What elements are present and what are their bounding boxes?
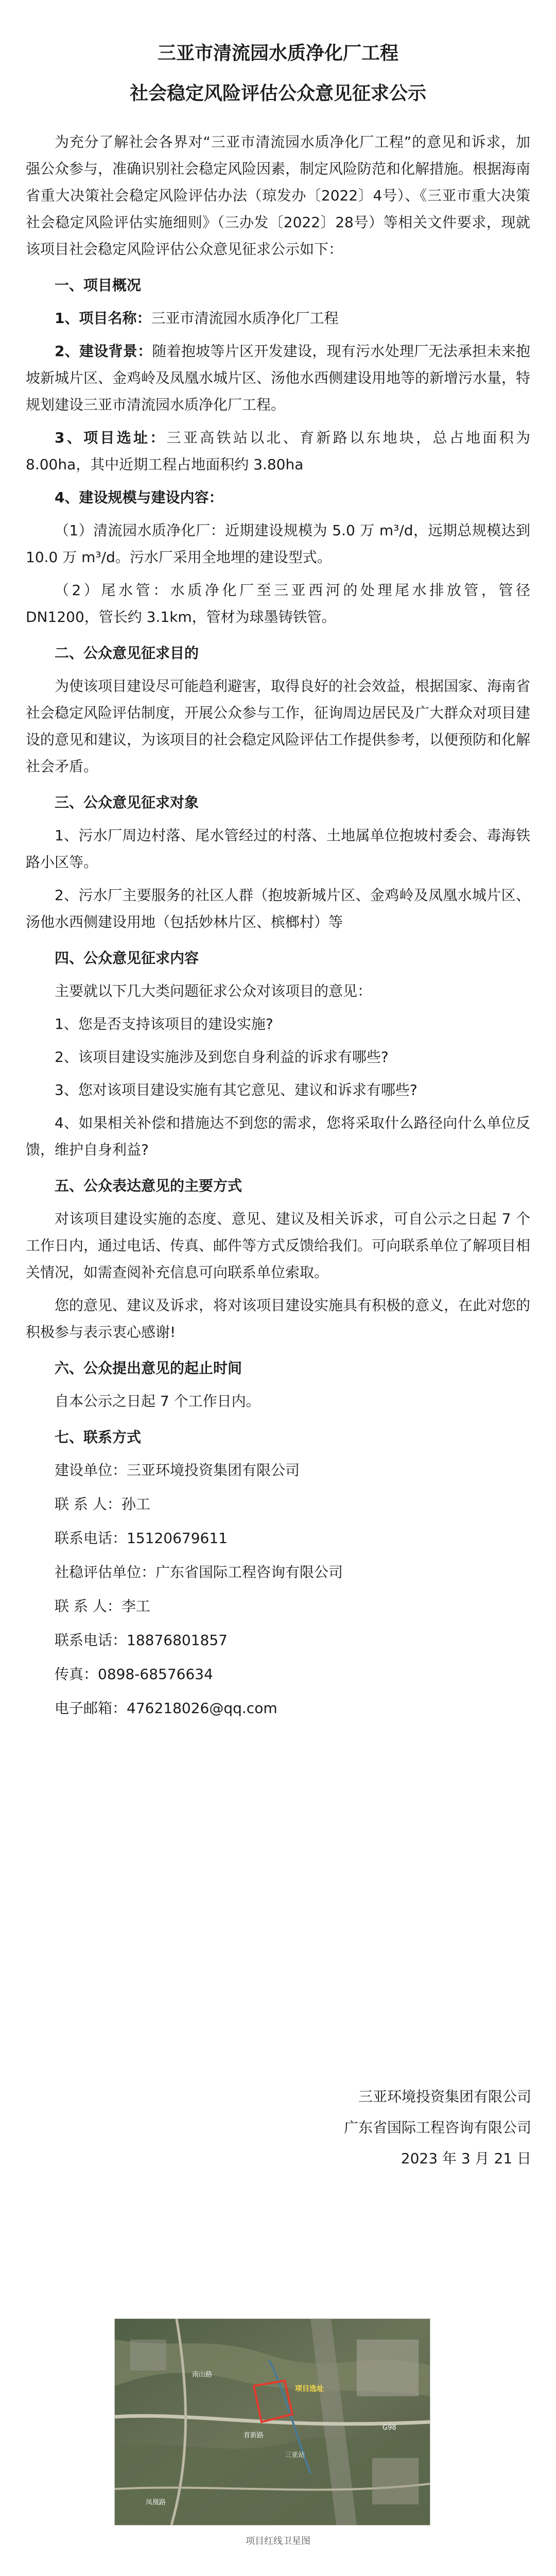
section-2-heading: 二、公众意见征求目的 xyxy=(55,645,199,662)
signature-org-2: 广东省国际工程咨询有限公司 xyxy=(343,2119,531,2136)
section-3-item-1: 1、污水厂周边村落、尾水管经过的村落、土地属单位抱坡村委会、毒海铁路小区等。 xyxy=(26,827,530,871)
question-2: 2、该项目建设实施涉及到您自身利益的诉求有哪些? xyxy=(55,1048,389,1065)
contact-email-value[interactable]: 476218026@qq.com xyxy=(127,1700,277,1717)
map-label-yuxin: 育新路 xyxy=(244,2432,264,2439)
contact-email xyxy=(26,1695,530,1722)
contact-evaluator xyxy=(26,1559,530,1586)
contact-builder-value: 三亚环境投资集团有限公司 xyxy=(127,1462,300,1479)
doc-title-line2: 社会稳定风险评估公众意见征求公示 xyxy=(129,83,426,104)
scale-item-plant: （1）清流园水质净化厂：近期建设规模为 5.0 万 m³/d，远期总规模达到 10.0 万 m³/d。污水厂采用全地埋的建设型式。 xyxy=(26,522,530,566)
scale-item-pipe: （2）尾水管：水质净化厂至三亚西河的处理尾水排放管，管径 DN1200，管长约 3.1km，管材为球墨铸铁管。 xyxy=(26,582,530,625)
signature-date: 2023 年 3 月 21 日 xyxy=(401,2150,531,2167)
map-label-fenghuang: 凤凰路 xyxy=(146,2499,166,2506)
question-3: 3、您对该项目建设实施有其它意见、建议和诉求有哪些? xyxy=(55,1081,418,1098)
figure-1-caption: 项目红线卫星图 xyxy=(246,2536,310,2547)
contact-evaluator-value: 广东省国际工程咨询有限公司 xyxy=(155,1564,343,1581)
section-3-item-2: 2、污水厂主要服务的社区人群（抱坡新城片区、金鸡岭及凤凰水城片区、汤他水西侧建设用地（包括妙林片区、槟榔村）等 xyxy=(26,887,530,930)
map-label-station: 三亚站 xyxy=(285,2451,305,2459)
section-4-lead: 主要就以下几大类问题征求公众对该项目的意见： xyxy=(55,982,372,999)
project-name xyxy=(26,305,530,332)
section-2-text: 为使该项目建设尽可能趋利避害，取得良好的社会效益，根据国家、海南省社会稳定风险评估制度，开展公众参与工作，征询周边居民及广大群众对项目建设的意见和建议，为该项目的社会稳定风险评估工作提供参考，以便预防和化解社会矛盾。 xyxy=(26,677,531,775)
question-1: 1、您是否支持该项目的建设实施? xyxy=(55,1015,273,1032)
contact-fax-value: 0898-68576634 xyxy=(98,1666,213,1683)
contact-person-1 xyxy=(26,1491,530,1518)
project-name-label: 1、项目名称： xyxy=(55,310,151,327)
doc-title-line1: 三亚市清流园水质净化厂工程 xyxy=(157,43,398,64)
map-label-project-site: 项目选址 xyxy=(295,2385,324,2393)
project-name-value: 三亚市清流园水质净化厂工程 xyxy=(151,310,339,327)
signature-org-1: 三亚环境投资集团有限公司 xyxy=(358,2088,531,2105)
contact-phone-2-value: 18876801857 xyxy=(127,1632,228,1649)
section-3-heading: 三、公众意见征求对象 xyxy=(55,794,199,811)
question-4: 4、如果相关补偿和措施达不到您的需求，您将采取什么路径向什么单位反馈，维护自身利益? xyxy=(26,1114,530,1158)
project-scale xyxy=(26,484,530,511)
contact-phone-1 xyxy=(26,1525,530,1552)
map-label-nanshan: 南山路 xyxy=(192,2371,213,2379)
contact-phone-2-label: 联系电话： xyxy=(55,1632,127,1649)
section-6-text: 自本公示之日起 7 个工作日内。 xyxy=(55,1393,260,1410)
section-6-heading: 六、公众提出意见的起止时间 xyxy=(55,1360,242,1377)
document-body xyxy=(26,129,530,1729)
contact-person-2 xyxy=(26,1593,530,1620)
project-background xyxy=(26,338,530,418)
contact-phone-2 xyxy=(26,1627,530,1654)
project-background-label: 2、建设背景： xyxy=(55,343,152,360)
contact-phone-1-value: 15120679611 xyxy=(127,1530,228,1547)
contact-builder-label: 建设单位： xyxy=(55,1462,127,1479)
contact-email-label: 电子邮箱： xyxy=(55,1700,127,1717)
project-site xyxy=(26,425,530,478)
section-7-heading: 七、联系方式 xyxy=(55,1429,142,1446)
contact-fax-label: 传真： xyxy=(55,1666,98,1683)
contact-builder xyxy=(26,1457,530,1484)
contact-person-2-value: 李工 xyxy=(121,1598,150,1615)
section-5-heading: 五、公众表达意见的主要方式 xyxy=(55,1177,242,1194)
project-background-value: 随着抱坡等片区开发建设，现有污水处理厂无法承担未来抱坡新城片区、金鸡岭及凤凰水城片区、汤他水西侧建设用地等的新增污水量，特规划建设三亚市清流园水质净化厂工程。 xyxy=(26,343,531,413)
signature-block xyxy=(222,2081,531,2174)
intro-paragraph: 为充分了解社会各界对“三亚市清流园水质净化厂工程”的意见和诉求，加强公众参与，准确识别社会稳定风险因素，制定风险防范和化解措施。根据海南省重大决策社会稳定风险评估办法（琼发办〔2022〕4号）、《三亚市重大决策社会稳定风险评估实施细则》（三办发〔2022〕28号）等相关文件要求，现就该项目社会稳定风险评估公众意见征求公示如下： xyxy=(26,133,531,258)
section-5-text-2: 您的意见、建议及诉求，将对该项目建设实施具有积极的意义，在此对您的积极参与表示衷心感谢! xyxy=(26,1297,531,1341)
satellite-map-svg xyxy=(115,2319,430,2525)
project-site-label: 3、项目选址： xyxy=(55,429,167,446)
contact-fax xyxy=(26,1661,530,1688)
project-site-value: 三亚高铁站以北、育新路以东地块，总占地面积为 8.00ha，其中近期工程占地面积约 3.80ha xyxy=(26,429,530,473)
section-1-heading: 一、项目概况 xyxy=(55,277,142,294)
contact-person-2-label: 联 系 人： xyxy=(55,1598,121,1615)
satellite-map-image xyxy=(114,2318,430,2526)
contact-person-1-label: 联 系 人： xyxy=(55,1496,121,1513)
contact-person-1-value: 孙工 xyxy=(121,1496,150,1513)
section-5-text-1: 对该项目建设实施的态度、意见、建议及相关诉求，可自公示之日起 7 个工作日内，通过电话、传真、邮件等方式反馈给我们。可向联系单位了解项目相关情况，如需查阅补充信息可向联系单位索取。 xyxy=(26,1210,531,1281)
contact-evaluator-label: 社稳评估单位： xyxy=(55,1564,156,1581)
project-scale-label: 4、建设规模与建设内容： xyxy=(55,489,223,506)
map-label-g98: G98 xyxy=(383,2424,396,2432)
contact-phone-1-label: 联系电话： xyxy=(55,1530,127,1547)
title-block xyxy=(0,40,556,121)
section-4-heading: 四、公众意见征求内容 xyxy=(55,950,199,967)
